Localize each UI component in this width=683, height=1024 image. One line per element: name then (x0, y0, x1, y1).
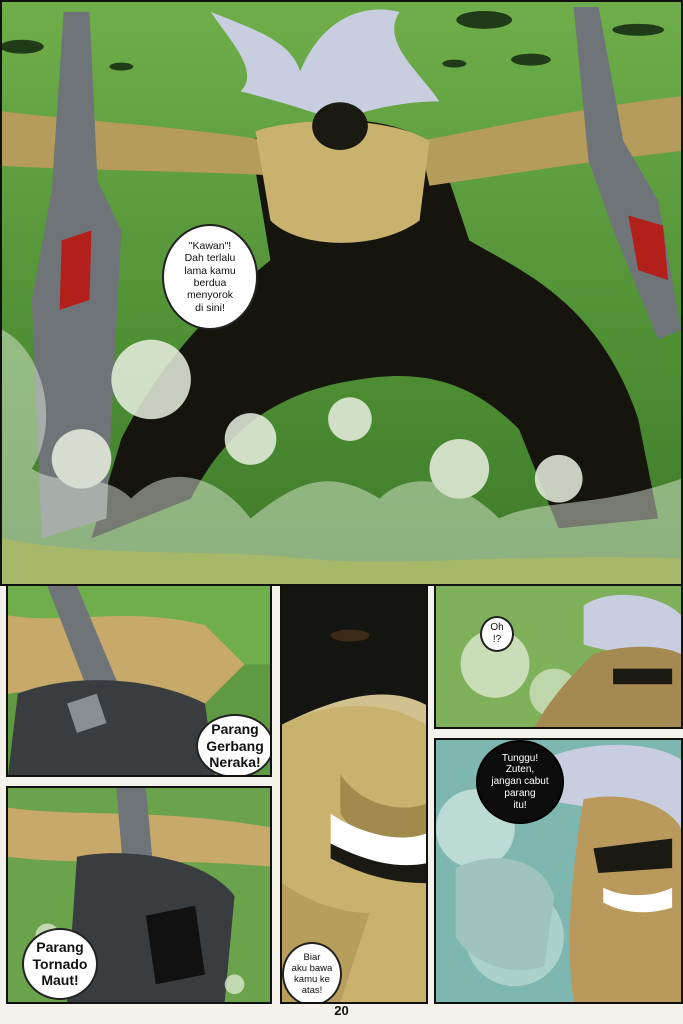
grin-art (282, 586, 426, 1002)
panel-tornado-maut (6, 786, 272, 1004)
panel-gerbang-neraka (6, 584, 272, 777)
speech-bubble-kawan (162, 224, 258, 330)
speech-bubble-oh (480, 616, 514, 652)
speech-bubble-tunggu (476, 740, 564, 824)
splash-art (2, 2, 681, 584)
panel-grin (280, 584, 428, 1004)
shout-bubble-tornado (22, 928, 98, 1000)
speech-bubble-biar (282, 942, 342, 1004)
speech-text-oh: Oh !? (490, 622, 504, 645)
panel-tunggu (434, 738, 683, 1004)
shout-text-tornado: Parang Tornado Maut! (32, 939, 88, 989)
speech-text-tunggu: Tunggu! Zuten, jangan cabut parang itu! (491, 752, 549, 811)
speech-text-kawan: "Kawan"! Dah terlalu lama kamu berdua menyorok di sini! (184, 239, 236, 314)
shout-text-gerbang: Parang Gerbang Neraka! (206, 721, 264, 771)
speech-text-biar: Biar aku bawa kamu ke atas! (291, 951, 333, 997)
oh-art (436, 586, 681, 727)
page-number: 20 (334, 1003, 349, 1018)
shout-bubble-gerbang (196, 714, 272, 777)
panel-oh (434, 584, 683, 729)
